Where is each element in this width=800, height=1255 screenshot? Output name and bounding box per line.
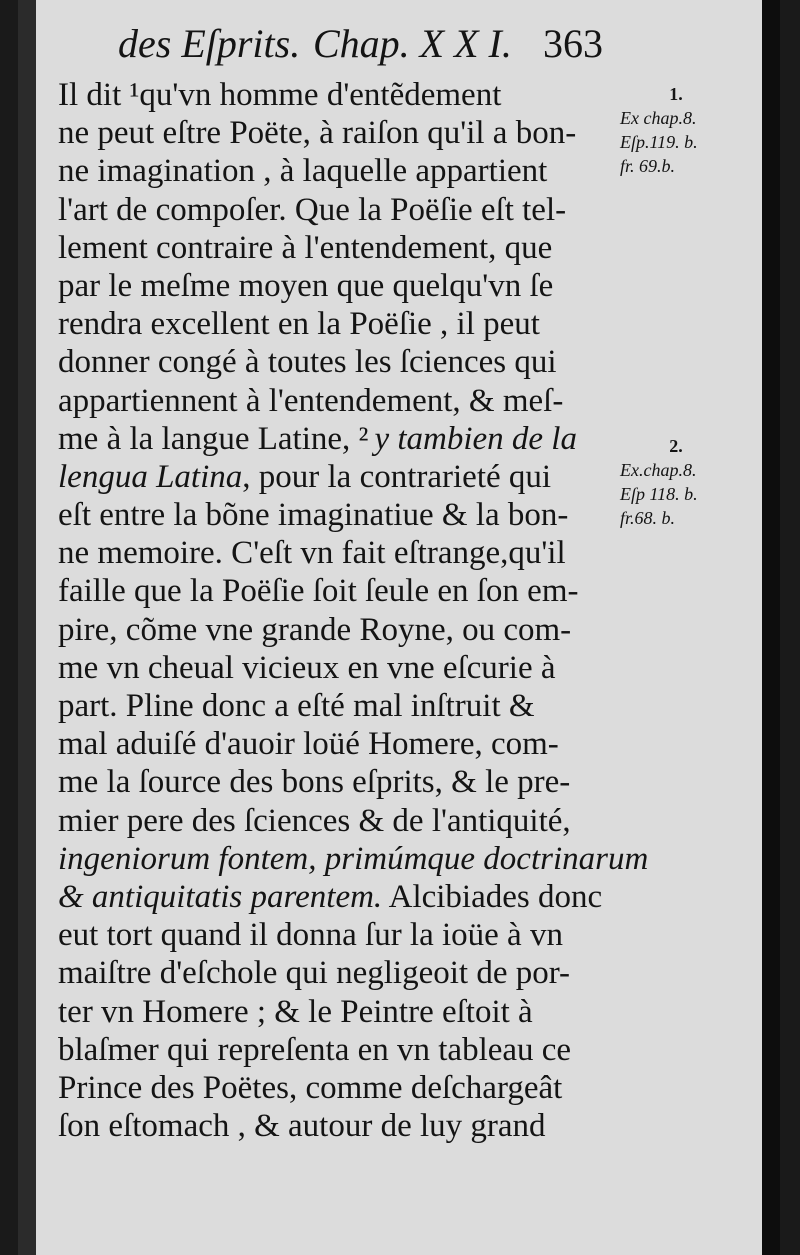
text-line [58,611,638,649]
note-line: Eſp 118. b. [620,484,698,504]
page-left-edge [18,0,36,1255]
note-line: Eſp.119. b. [620,132,698,152]
line-text: appartiennent à l'entendement, & meſ- [58,382,564,419]
text-line [58,687,638,725]
text-line [58,496,638,534]
line-text: me à la langue Latine, ² [58,420,369,457]
line-text: ter vn Homere ; & le Peintre eſtoit à [58,993,533,1030]
text-line [58,76,638,114]
line-text: par le meſme moyen que quelqu'vn ſe [58,267,554,304]
line-text: me vn cheual vicieux en vne eſcurie à [58,649,556,686]
line-text: eſt entre la bõne imaginatiue & la bon- [58,497,569,534]
line-text: lement contraire à l'entendement, que [58,229,553,266]
text-line [58,572,638,610]
latin-quotation: ingeniorum fontem, primúmque doctrinarum [58,840,649,877]
line-text: l'art de compoſer. Que la Poëſie eſt tel- [58,191,567,228]
text-line [58,840,649,878]
text-line [58,1107,638,1145]
text-line [58,802,638,840]
line-text: part. Pline donc a eſté mal inſtruit & [58,688,535,724]
text-line [58,191,638,229]
text-line [58,152,638,190]
book-page [18,0,780,1255]
note-number: 1. [669,84,683,104]
line-text: faille que la Poëſie ſoit ſeule en ſon em- [58,573,579,610]
line-text: rendra excellent en la Poëſie , il peut [58,306,540,343]
text-line [58,458,638,496]
line-text: ne imagination , à laquelle appartient [58,153,548,190]
note-line: Ex chap.8. [620,108,697,128]
marginal-note-1 [620,82,732,178]
text-line [58,420,638,458]
line-text: Alcibiades donc [382,878,603,915]
line-text: ſon eſtomach , & autour de luy grand [58,1108,546,1145]
running-title: des Eſprits. [118,21,301,66]
line-text: ne memoire. C'eſt vn fait eſtrange,qu'il [58,535,566,572]
line-text: donner congé à toutes les ſciences qui [58,344,557,381]
note-line: fr. 69.b. [620,156,676,176]
line-text: pire, cõme vne grande Royne, ou com- [58,611,572,648]
text-line [58,763,638,801]
text-line [58,649,638,687]
text-line [58,1069,638,1107]
text-line [58,343,638,381]
chapter-heading: Chap. X X I. [313,21,512,66]
page-number: 363 [543,21,603,66]
note-line: Ex.chap.8. [620,460,697,480]
note-line: fr.68. b. [620,508,676,528]
marginal-note-2 [620,434,732,530]
text-line [58,267,638,305]
text-line [58,954,638,992]
line-text: mal aduiſé d'auoir loüé Homere, com- [58,726,559,763]
text-line [58,993,638,1031]
line-text: eut tort quand il donna ſur la ioüe à vn [58,917,563,954]
text-line [58,534,638,572]
latin-quotation: y tambien de la [374,420,577,457]
text-line [58,305,638,343]
text-line [58,1031,638,1069]
text-line [58,114,638,152]
line-text: me la ſource des bons eſprits, & le pre- [58,764,571,801]
line-text: ne peut eſtre Poëte, à raiſon qu'il a bon- [58,115,577,152]
line-text: , pour la contrarieté qui [242,458,552,495]
line-text: Prince des Poëtes, comme deſchargeât [58,1069,563,1106]
text-line [58,229,638,267]
latin-quotation: & antiquitatis parentem. [58,878,383,915]
text-line [58,916,638,954]
text-line [58,725,638,763]
running-header [118,20,638,76]
page-gutter-shadow [762,0,780,1255]
line-text: Il dit ¹qu'vn homme d'entẽdement [58,77,502,113]
line-text: blaſmer qui repreſenta en vn tableau ce [58,1031,572,1068]
text-line [58,878,638,916]
text-line [58,382,638,420]
line-text: maiſtre d'eſchole qui negligeoit de por- [58,955,571,992]
latin-quotation: lengua Latina [58,458,243,495]
note-number: 2. [669,436,683,456]
line-text: mier pere des ſciences & de l'antiquité, [58,802,571,839]
